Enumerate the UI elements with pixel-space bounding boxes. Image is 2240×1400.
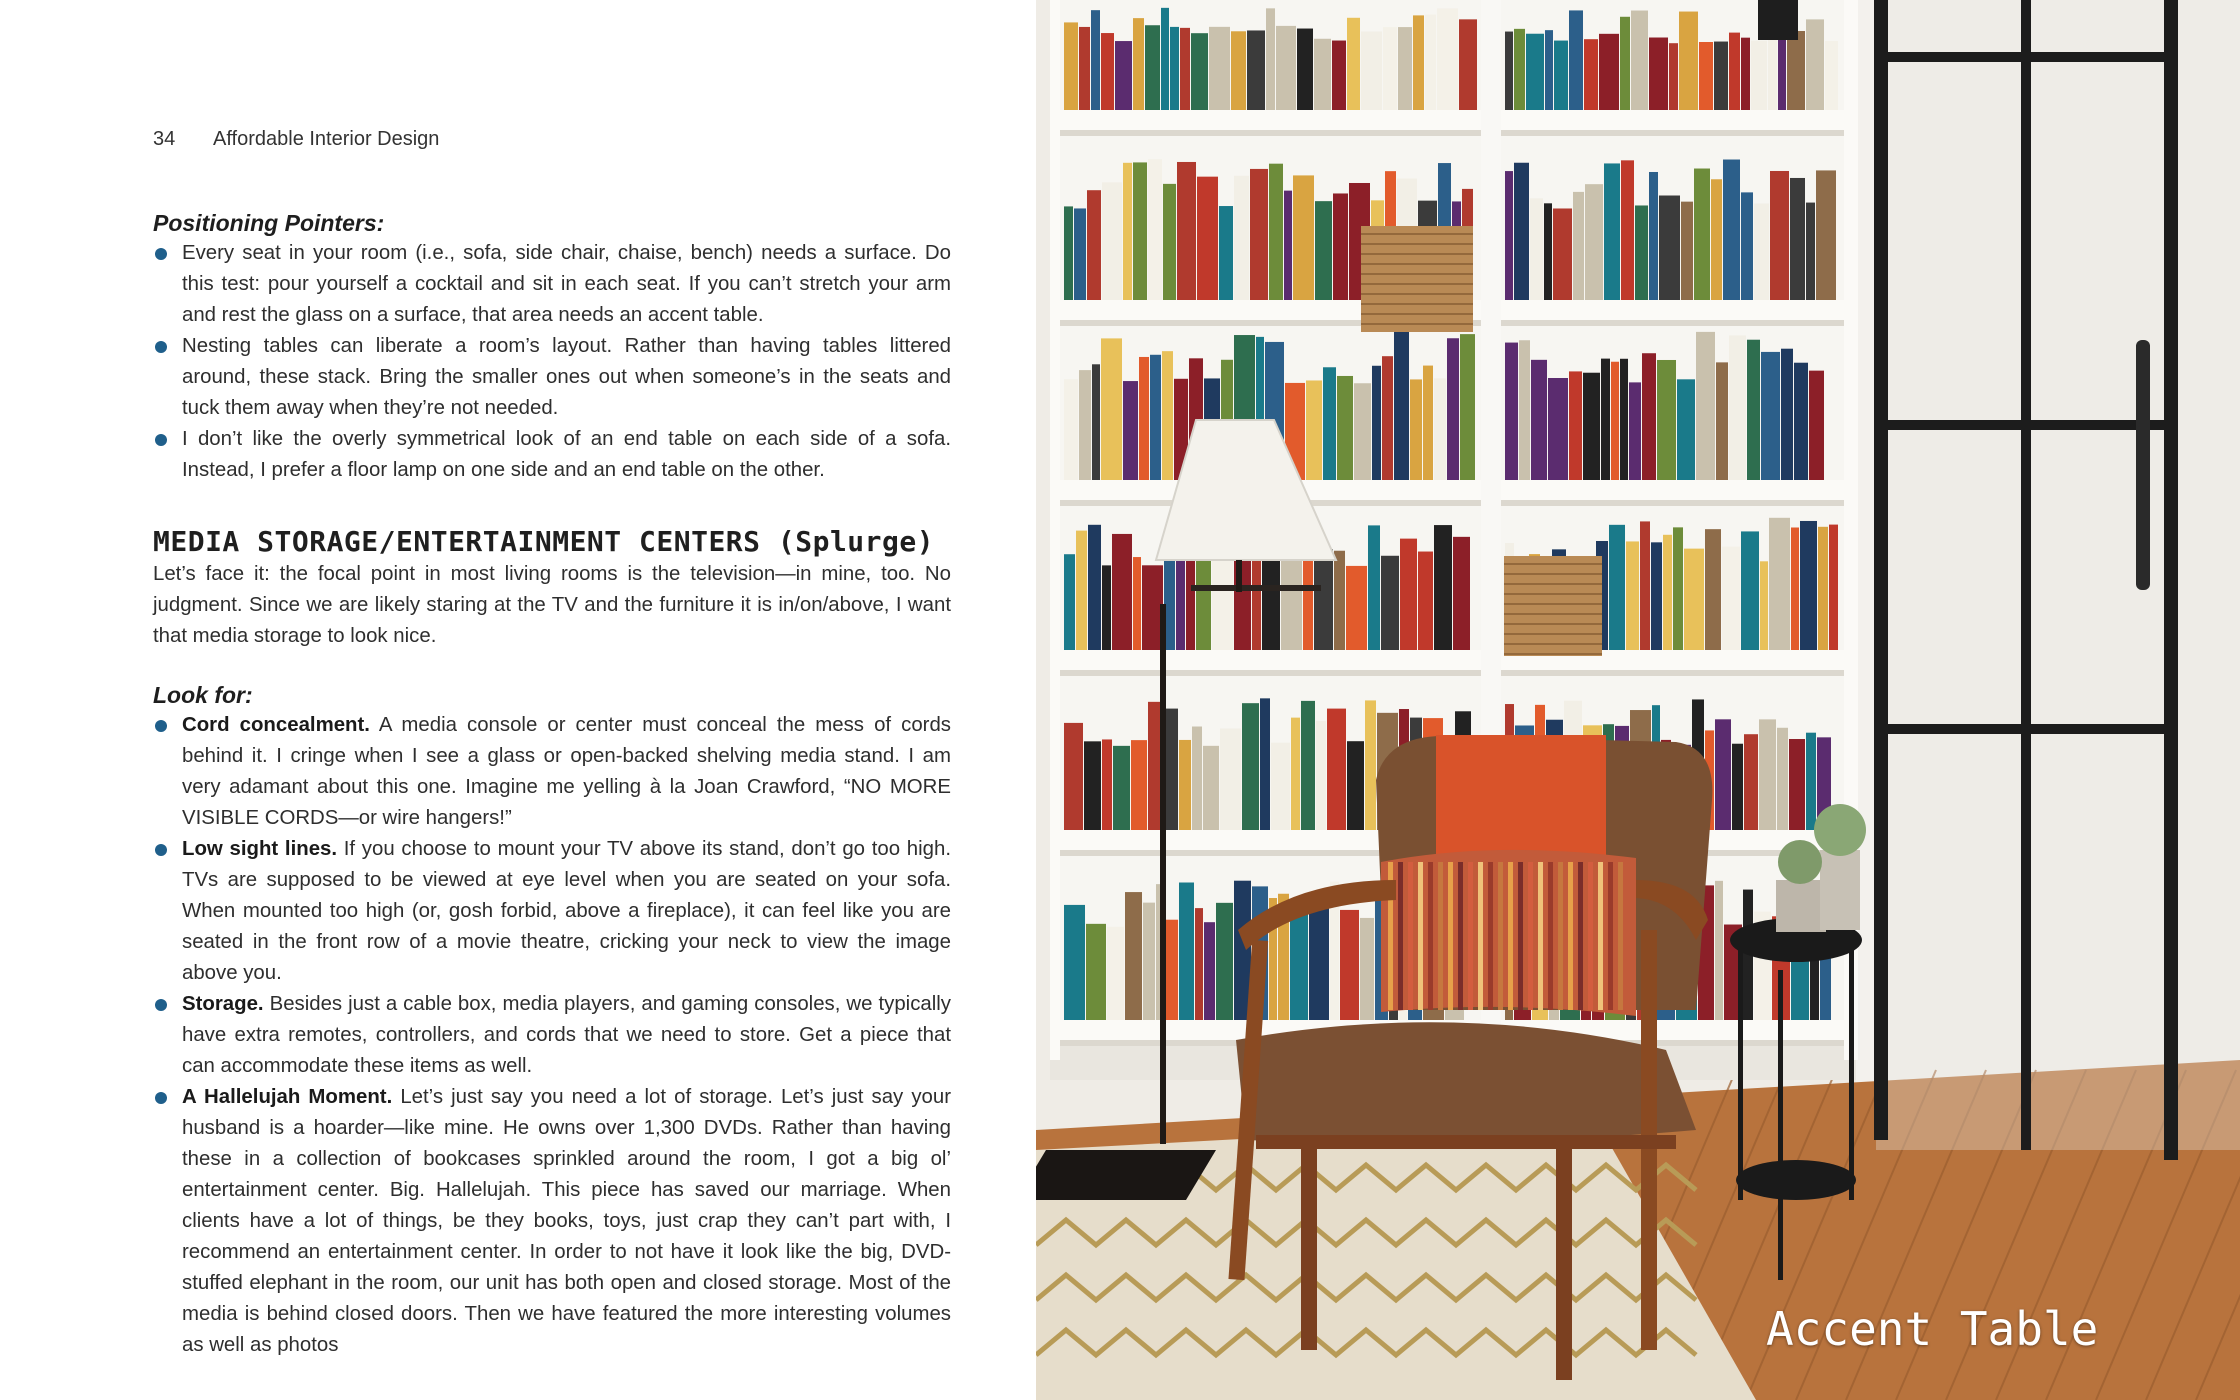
book-spine [1323, 367, 1336, 480]
book-spine [1212, 551, 1233, 650]
book-spine [1347, 741, 1364, 830]
book-spine [1125, 892, 1142, 1020]
book-spine [1699, 42, 1713, 110]
book-spine [1333, 193, 1348, 300]
book-spine [1347, 18, 1360, 110]
book-spine [1101, 33, 1114, 110]
list-item: I don’t like the overly symmetrical look of an end table on each side of a sofa. Instead, I prefer a floor lamp on one side and an end table on the other. [153, 424, 951, 486]
book-spine [1626, 541, 1639, 650]
book-spine [1314, 549, 1333, 650]
book-spine [1544, 203, 1552, 300]
book-spine [1064, 723, 1083, 830]
book-spine [1334, 551, 1345, 650]
book-spine [1276, 26, 1296, 110]
book-spine [1569, 371, 1582, 480]
pillow-stripe [1588, 862, 1593, 1010]
book-spine [1714, 42, 1728, 110]
basket [1504, 556, 1602, 656]
book-spine [1284, 191, 1292, 300]
photo-caption: Accent Table [1766, 1302, 2099, 1356]
book-spine [1079, 27, 1090, 110]
book-spine [1770, 171, 1789, 300]
book-spine [1209, 27, 1230, 110]
book-spine [1696, 332, 1715, 480]
pillow-stripe [1598, 862, 1603, 1010]
shelf-shadow [1050, 130, 1856, 136]
book-spine [1332, 41, 1346, 110]
running-head [153, 128, 439, 151]
room-photo [1036, 0, 2240, 1400]
book-spine [1759, 719, 1776, 830]
pillow-stripe [1618, 862, 1623, 1010]
book-spine [1777, 728, 1788, 830]
book-spine [1649, 172, 1658, 300]
shelf-shadow [1050, 670, 1856, 676]
camera [1758, 0, 1798, 40]
book-spine [1585, 184, 1603, 300]
book-spine [1601, 359, 1610, 480]
book-spine [1166, 920, 1178, 1020]
book-spine [1434, 525, 1452, 650]
look-for-section [153, 680, 951, 1361]
book-spine [1545, 30, 1553, 110]
book-spine [1825, 41, 1838, 110]
look-for-heading: Look for: [153, 682, 253, 708]
book-spine [1086, 924, 1106, 1020]
list-item [153, 710, 951, 834]
shelf-board [1050, 480, 1856, 500]
book-spine [1360, 918, 1374, 1020]
list-item [153, 834, 951, 989]
book-spine [1383, 27, 1397, 110]
book-spine [1133, 18, 1144, 110]
book-spine [1531, 360, 1547, 480]
book-title: Affordable Interior Design [213, 128, 440, 150]
pillow-stripe [1398, 862, 1403, 1010]
book-spine [1679, 12, 1698, 110]
page-number: 34 [153, 128, 176, 150]
book-spine [1609, 525, 1625, 650]
book-spine [1729, 335, 1746, 480]
book-spine [1102, 739, 1112, 830]
book-spine [1197, 177, 1218, 300]
pillow-stripe [1608, 862, 1613, 1010]
book-spine [1247, 30, 1265, 110]
book-spine [1064, 905, 1085, 1020]
book-spine [1806, 733, 1816, 830]
book-spine [1191, 33, 1208, 110]
book-spine [1809, 371, 1824, 480]
shelf-board [1050, 650, 1856, 670]
book-spine [1394, 331, 1409, 480]
book-spine [1526, 34, 1544, 110]
book-spine [1316, 721, 1326, 830]
book-spine [1064, 206, 1073, 300]
book-spine [1790, 178, 1805, 300]
book-spine [1115, 41, 1132, 110]
book-spine [1148, 159, 1162, 300]
book-spine [1195, 908, 1203, 1020]
pillow-stripe [1438, 862, 1443, 1010]
book-spine [1084, 741, 1101, 830]
book-spine [1573, 192, 1584, 300]
book-spine [1657, 360, 1676, 480]
book-spine [1192, 726, 1202, 830]
book-spine [1769, 518, 1790, 650]
pillow-stripe [1428, 862, 1433, 1010]
book-spine [1091, 10, 1100, 110]
pillow-stripe [1408, 862, 1413, 1010]
book-spine [1340, 910, 1359, 1020]
book-spine [1216, 903, 1233, 1020]
book-spine [1087, 190, 1101, 300]
book-spine [1732, 744, 1743, 830]
book-spine [1101, 338, 1122, 480]
pillow-stripe [1558, 862, 1563, 1010]
book-spine [1131, 740, 1147, 830]
photo-illustration [1036, 0, 2240, 1400]
book-spine [1818, 527, 1828, 650]
book-spine [1220, 729, 1241, 830]
book-spine [1398, 27, 1412, 110]
book-spine [1505, 171, 1513, 300]
book-spine [1381, 556, 1399, 650]
book-spine [1139, 357, 1149, 480]
book-spine [1681, 202, 1693, 300]
pillow-stripe [1488, 862, 1493, 1010]
book-spine [1447, 338, 1459, 480]
book-spine [1269, 164, 1283, 300]
book-spine [1514, 29, 1525, 110]
book-spine [1293, 175, 1314, 300]
book-spine [1143, 903, 1155, 1020]
book-spine [1659, 196, 1680, 300]
book-spine [1635, 205, 1648, 300]
book-spine [1800, 521, 1817, 650]
basket [1361, 226, 1473, 332]
book-spine [1102, 182, 1122, 300]
book-spine [1266, 8, 1275, 110]
book-spine [1673, 527, 1683, 650]
book-spine [1631, 11, 1648, 110]
list-item: Nesting tables can liberate a room’s layout. Rather than having tables littered around, these stack. Bring the smaller ones out when someone’s in the seats and tuck them away when they’re not needed. [153, 331, 951, 424]
book-spine [1505, 32, 1513, 110]
book-spine [1315, 201, 1332, 300]
book-spine [1829, 525, 1838, 650]
book-spine [1148, 702, 1162, 830]
book-spine [1760, 561, 1768, 650]
book-spine [1781, 349, 1793, 480]
book-spine [1640, 521, 1650, 650]
book-spine [1271, 743, 1290, 830]
book-spine [1453, 537, 1470, 650]
book-spine [1794, 363, 1808, 480]
book-spine [1076, 531, 1087, 650]
book-spine [1761, 352, 1780, 480]
book-spine [1548, 378, 1568, 480]
book-spine [1569, 10, 1583, 110]
book-spine [1505, 343, 1518, 480]
pillow-stripe [1498, 862, 1503, 1010]
pillow-stripe [1528, 862, 1533, 1010]
steel-door [1874, 0, 2240, 1160]
book-spine [1554, 41, 1568, 110]
book-spine [1806, 203, 1815, 300]
book-spine [1604, 163, 1620, 300]
book-spine [1418, 552, 1433, 650]
book-spine [1599, 34, 1619, 110]
book-spine [1203, 746, 1219, 830]
book-spine [1611, 362, 1619, 480]
book-spine [1787, 31, 1805, 110]
book-spine [1629, 382, 1641, 480]
book-spine [1741, 192, 1753, 300]
pillow-stripe [1508, 862, 1513, 1010]
book-spine [1791, 527, 1799, 650]
book-spine [1741, 38, 1750, 110]
book-spine [1102, 565, 1111, 650]
book-spine [1133, 162, 1147, 300]
book-spine [1123, 381, 1138, 480]
book-spine [1179, 882, 1194, 1020]
positioning-list [153, 238, 951, 486]
positioning-section [153, 208, 951, 486]
book-spine [1460, 334, 1475, 480]
pillow-stripe [1548, 862, 1553, 1010]
book-spine [1715, 881, 1723, 1020]
book-spine [1234, 176, 1249, 300]
item-text: A media console or center must conceal the mess of cords behind it. I cringe when I see a glass or open-backed shelving media stand. I am very adamant about this one. Imagine me yelling à la Joan Crawford, “NO MORE VISIBLE CORDS—or wire hangers!” [182, 714, 951, 829]
book-spine [1530, 198, 1543, 300]
book-spine [1162, 351, 1173, 480]
list-item: Every seat in your room (i.e., sofa, side chair, chaise, bench) needs a surface. Do this test: pour yourself a cocktail and sit in each seat. If you can’t stretch your arm and rest the glass on a surface, that area needs an accent table. [153, 238, 951, 331]
book-spine [1337, 376, 1353, 480]
item-text: If you choose to mount your TV above its stand, don’t go too high. TVs are supposed to be viewed at eye level when you are seated on your sofa. When mounted too high (or, gosh forbid, above a fireplace), it can feel like you are seated in the front row of a movie theatre, cricking your neck to view the image above you. [182, 838, 951, 984]
book-spine [1620, 17, 1630, 110]
book-spine [1177, 162, 1196, 300]
book-spine [1176, 554, 1185, 650]
section-heading: MEDIA STORAGE/ENTERTAINMENT CENTERS (Splurge) [153, 525, 935, 558]
book-spine [1204, 922, 1215, 1020]
book-spine [1112, 534, 1132, 650]
book-spine [1142, 565, 1163, 650]
book-spine [1180, 28, 1190, 110]
book-spine [1252, 550, 1261, 650]
book-spine [1064, 379, 1078, 480]
item-lead: Low sight lines. [182, 838, 338, 860]
book-spine [1382, 356, 1393, 480]
book-spine [1425, 14, 1436, 110]
book-spine [1553, 208, 1572, 300]
book-spine [1663, 535, 1672, 650]
book-spine [1705, 529, 1721, 650]
book-spine [1816, 170, 1836, 300]
book-spine [1621, 160, 1634, 300]
left-page [0, 0, 1036, 1400]
book-spine [1669, 43, 1678, 110]
striped-pillow [1381, 850, 1636, 1016]
book-spine [1092, 364, 1100, 480]
book-spine [1113, 746, 1130, 830]
book-spine [1741, 531, 1759, 650]
book-spine [1314, 39, 1331, 110]
book-spine [1179, 740, 1191, 830]
book-spine [1722, 547, 1740, 650]
book-spine [1260, 698, 1270, 830]
pillow-stripe [1468, 862, 1473, 1010]
book-spine [1079, 370, 1091, 480]
book-spine [1677, 379, 1695, 480]
book-spine [1649, 38, 1668, 110]
book-spine [1133, 557, 1141, 650]
book-spine [1354, 383, 1371, 480]
book-spine [1716, 362, 1728, 480]
pillow-stripe [1578, 862, 1583, 1010]
book-spine [1806, 19, 1824, 110]
book-spine [1064, 554, 1075, 650]
book-spine [1514, 163, 1529, 300]
book-spine [1434, 378, 1446, 480]
book-spine [1694, 169, 1710, 300]
media-section [153, 525, 951, 652]
book-spine [1583, 373, 1600, 480]
pillow-stripe [1418, 862, 1423, 1010]
book-spine [1723, 160, 1740, 300]
pillow-stripe [1478, 862, 1483, 1010]
book-spine [1744, 734, 1758, 830]
book-spine [1250, 169, 1268, 300]
list-item [153, 989, 951, 1082]
book-spine [1150, 355, 1161, 480]
book-spine [1423, 366, 1433, 480]
book-spine [1163, 184, 1176, 300]
pillow-stripe [1538, 862, 1543, 1010]
look-for-list [153, 710, 951, 1361]
book-spine [1729, 33, 1740, 110]
positioning-heading: Positioning Pointers: [153, 210, 385, 236]
book-spine [1145, 25, 1160, 110]
book-spine [1170, 27, 1179, 110]
book-spine [1684, 549, 1704, 650]
book-spine [1219, 206, 1233, 300]
book-spine [1301, 701, 1315, 830]
shelf-board [1050, 110, 1856, 130]
book-spine [1437, 8, 1458, 110]
pillow-stripe [1568, 862, 1573, 1010]
book-spine [1747, 340, 1760, 480]
book-spine [1711, 179, 1722, 300]
book-spine [1368, 525, 1380, 650]
book-spine [1064, 22, 1078, 110]
book-spine [1754, 203, 1769, 300]
media-intro: Let’s face it: the focal point in most living rooms is the television—in mine, too. No judgment. Since we are likely staring at the TV and the furniture it is in/on/above, I want that media storage to look nice. [153, 563, 951, 647]
item-lead: Storage. [182, 993, 264, 1015]
book-spine [1651, 542, 1662, 650]
book-spine [1372, 366, 1381, 480]
book-spine [1361, 31, 1382, 110]
book-spine [1410, 379, 1422, 480]
book-spine [1123, 163, 1132, 300]
book-spine [1413, 15, 1424, 110]
book-spine [1309, 907, 1329, 1020]
book-spine [1400, 539, 1417, 650]
item-text: Besides just a cable box, media players, and gaming consoles, we typically have extra remotes, controllers, and cords that we need to store. Get a piece that can accommodate these items as well. [182, 993, 951, 1077]
book-spine [1088, 525, 1101, 650]
book-spine [1519, 340, 1530, 480]
book-spine [1642, 353, 1656, 480]
book-spine [1306, 380, 1322, 480]
book-spine [1291, 718, 1300, 830]
book-spine [1074, 208, 1086, 300]
pillow-stripe [1458, 862, 1463, 1010]
item-lead: Cord concealment. [182, 714, 370, 736]
item-lead: A Hallelujah Moment. [182, 1086, 393, 1108]
book-spine [1242, 703, 1259, 830]
bookcase-side [1050, 0, 1060, 1060]
book-spine [1584, 39, 1598, 110]
book-spine [1715, 719, 1731, 830]
book-spine [1290, 904, 1308, 1020]
book-spine [1231, 31, 1246, 110]
book-spine [1789, 739, 1805, 830]
book-spine [1297, 29, 1313, 110]
list-item [153, 1082, 951, 1361]
book-spine [1161, 8, 1169, 110]
book-spine [1327, 709, 1346, 830]
pillow-stripe [1518, 862, 1523, 1010]
item-text: Let’s just say you need a lot of storage. Let’s just say your husband is a hoarder—like mine. He owns over 1,300 DVDs. Rather than having these in a collection of bookcases sprinkled around the room, I got a big ol’ entertainment center. Big. Hallelujah. This piece has saved our marriage. When clients have a lot of things, be they books, toys, just crap they can’t part with, I recommend an entertainment center. In order to not have it look like the big, DVD-stuffed elephant in the room, our unit has both open and closed storage. Most of the media is behind closed doors. Then we have featured the more interesting volumes as well as photos [182, 1086, 951, 1356]
book-spine [1365, 700, 1376, 830]
book-spine [1620, 359, 1628, 480]
pillow-stripe [1448, 862, 1453, 1010]
book-spine [1459, 19, 1477, 110]
book-spine [1751, 41, 1767, 110]
book-spine [1346, 566, 1367, 650]
book-spine [1107, 927, 1124, 1020]
